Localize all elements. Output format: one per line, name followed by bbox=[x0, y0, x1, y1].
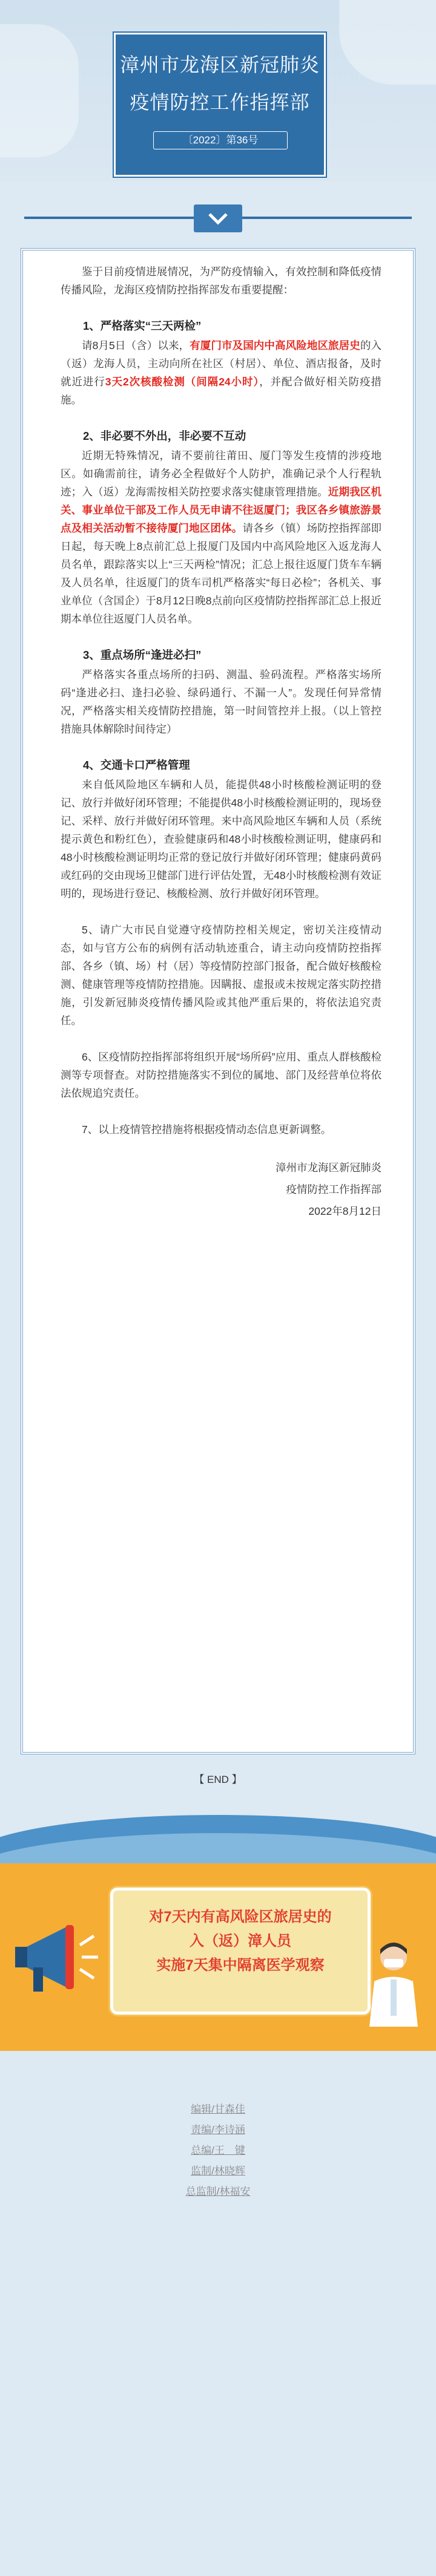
doctor-icon bbox=[363, 1936, 424, 2030]
banner-line2: 入（返）漳人员 bbox=[190, 1933, 291, 1949]
credit-editor[interactable]: 编辑/甘森佳 bbox=[191, 2104, 245, 2115]
end-marker: 【 END 】 bbox=[194, 1774, 242, 1785]
title-box bbox=[114, 33, 326, 177]
notice-body bbox=[21, 248, 415, 1754]
section-divider bbox=[0, 200, 436, 236]
highlight-text: 近期我区机关、事业单位干部及工作人员无申请不往返厦门；我区各乡镇旅游景点及相关活动暂不接待厦门地区团体。 bbox=[61, 486, 382, 534]
section-paragraph: 5、请广大市民自觉遵守疫情防控相关规定，密切关注疫情动态，如与官方公布的病例有活动轨迹重合，请主动向疫情防控指挥部、各乡（镇、场）村（居）等疫情防控部门报备，配合做好核酸检测、健康管理等疫情防控措施。因瞒报、虚报或未按规定落实防控措施，引发新冠肺炎疫情传播风险或其他严重后果的，将依法追究责任。 bbox=[61, 924, 382, 1027]
section-heading: 3、重点场所“逢进必扫” bbox=[83, 649, 202, 661]
credit-chief-editor[interactable]: 责编/李诗涵 bbox=[191, 2124, 245, 2136]
signature-dept: 疫情防控工作指挥部 bbox=[286, 1183, 382, 1195]
banner-line1: 对7天内有高风险区旅居史的 bbox=[149, 1909, 332, 1925]
intro-paragraph: 鉴于目前疫情进展情况，为严防疫情输入，有效控制和降低疫情传播风险，龙海区疫情防控指挥部发布重要提醒： bbox=[61, 266, 382, 296]
signature-org: 漳州市龙海区新冠肺炎 bbox=[276, 1162, 382, 1174]
section-paragraph: 请8月5日（含）以来，有厦门市及国内中高风险地区旅居史的入（返）龙海人员，主动向所在社区（村居）、单位、酒店报备，及时就近进行3天2次核酸检测（间隔24小时），并配合做好相关防疫措施。 bbox=[61, 339, 382, 406]
page-title-line1: 漳州市龙海区新冠肺炎 bbox=[119, 54, 320, 76]
section-paragraph: 近期无特殊情况，请不要前往莆田、厦门等发生疫情的涉疫地区。如确需前往，请务必全程做好个人防护，准确记录个人行程轨迹；入（返）龙海需按相关防控要求落实健康管理措施。近期我区机关、事业单位干部及工作人员无申请不往返厦门；我区各乡镇旅游景点及相关活动暂不接待厦门地区团体。请各乡（镇）场防控指挥部即日起，每天晚上8点前汇总上报厦门及国内中高风险地区入返龙海人员名单，跟踪落实以上“三天两检”情况；汇总上报往返厦门货车车辆及人员名单，往返厦门的货车司机严格落实“每日必检”；各机关、事业单位（含国企）于8月12日晚8点前向区疫情防控指挥部汇总上报近期本单位往返厦门人员名单。 bbox=[61, 449, 382, 625]
credit-supervisor[interactable]: 监制/林晓辉 bbox=[191, 2165, 245, 2177]
credit-editor-in-chief[interactable]: 总编/王 键 bbox=[191, 2145, 245, 2156]
notice-text bbox=[61, 263, 382, 1222]
section-paragraph: 来自低风险地区车辆和人员，能提供48小时核酸检测证明的登记、放行并做好闭环管理；不能提供48小时核酸检测证明的，现场登记、采样、放行并做好闭环管理。来中高风险地区车辆和人员（系统提示黄色和粉红色），查验健康码和48小时核酸检测证明，健康码和48小时核酸检测证明均正常的登记放行并做好闭环管理；健康码黄码或红码的交由现场卫健部门进行评估处置，无48小时核酸检测有效证明的，现场进行登记、核酸检测、放行并做好闭环管理。 bbox=[61, 779, 382, 900]
highlight-text: 有厦门市及国内中高风险地区旅居史 bbox=[190, 339, 360, 351]
notice-banner bbox=[0, 1797, 436, 2057]
section-heading: 2、非必要不外出，非必要不互动 bbox=[83, 430, 246, 442]
banner-line3: 实施7天集中隔离医学观察 bbox=[156, 1957, 325, 1973]
section-paragraph: 7、以上疫情管控措施将根据疫情动态信息更新调整。 bbox=[82, 1123, 332, 1136]
signature bbox=[61, 1157, 382, 1222]
header bbox=[0, 0, 436, 181]
banner-notice bbox=[110, 1888, 371, 2015]
section-heading: 1、严格落实“三天两检” bbox=[83, 319, 202, 332]
decor-shape bbox=[339, 0, 436, 85]
section-heading: 4、交通卡口严格管理 bbox=[83, 759, 190, 771]
chevron-down-icon bbox=[194, 204, 242, 232]
section-paragraph: 6、区疫情防控指挥部将组织开展“场所码”应用、重点人群核酸检测等专项督查。对防控措施落实不到位的属地、部门及经营单位将依法依规追究责任。 bbox=[61, 1051, 382, 1099]
credits bbox=[0, 2099, 436, 2202]
highlight-text: 3天2次核酸检测（间隔24小时） bbox=[105, 376, 260, 388]
section-paragraph: 严格落实各重点场所的扫码、测温、验码流程。严格落实场所码“逢进必扫、逢扫必验、绿码通行、不漏一人”。发现任何异常情况，严格落实相关疫情防控措施，第一时间管控并上报。（以上管控措施具体解除时间待定） bbox=[61, 669, 382, 735]
megaphone-icon bbox=[12, 1912, 103, 2006]
decor-shape bbox=[0, 24, 79, 157]
page-title-line2: 疫情防控工作指挥部 bbox=[130, 91, 310, 113]
doc-number: 〔2022〕第36号 bbox=[153, 131, 288, 149]
credit-general-supervisor[interactable]: 总监制/林福安 bbox=[185, 2186, 251, 2197]
signature-date: 2022年8月12日 bbox=[308, 1205, 382, 1217]
